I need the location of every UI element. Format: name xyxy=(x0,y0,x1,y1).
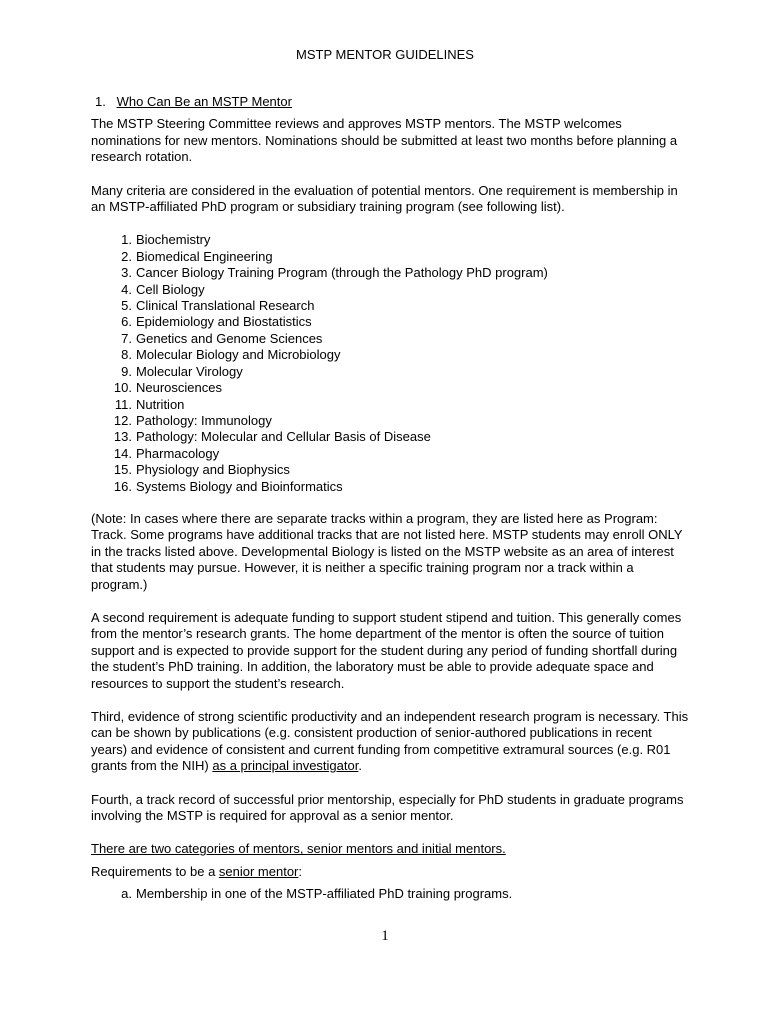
program-number: 16 . xyxy=(91,479,136,495)
program-item xyxy=(91,397,691,413)
program-number: 13 . xyxy=(91,429,136,445)
note-paragraph: (Note: In cases where there are separate tracks within a program, they are listed here as Program: Track. Some programs have additional tracks that are not listed here. MSTP students may enroll ONLY in the tracks listed above. Developmental Biology is listed on the MSTP website as an area of interest that students may pursue. However, it is neither a specific training program nor a track within a program.) xyxy=(91,510,683,592)
program-number: 9 . xyxy=(91,364,136,380)
program-item xyxy=(91,331,691,347)
senior-requirements-list xyxy=(91,886,691,902)
productivity-text: Third, evidence of strong scientific productivity and an independent research program is necessary. This can be shown by publications (e.g. consistent production of senior-authored publications in recent years) and evidence of consistent and current funding from competitive extramural sources (e.g. R01 grants from the NIH) xyxy=(91,709,689,774)
program-item xyxy=(91,462,691,478)
mentor-categories: There are two categories of mentors, senior mentors and initial mentors. xyxy=(91,841,506,857)
requirement-letter: a. xyxy=(121,886,132,902)
page-title: MSTP MENTOR GUIDELINES xyxy=(296,47,474,62)
section-number: 1. xyxy=(95,94,106,109)
program-name: Nutrition xyxy=(136,396,185,412)
intro-paragraph: The MSTP Steering Committee reviews and approves MSTP mentors. The MSTP welcomes nominations for new mentors. Nominations should be submitted at least two months before planning a research rotation. xyxy=(91,116,678,165)
program-name: Pathology: Immunology xyxy=(136,412,272,428)
program-name: Biomedical Engineering xyxy=(136,248,273,264)
senior-requirement-item xyxy=(91,886,691,902)
program-number: 7 . xyxy=(91,331,136,347)
program-name: Pharmacology xyxy=(136,445,220,461)
program-item xyxy=(91,479,691,495)
program-item xyxy=(91,298,691,314)
senior-mentor-term: senior mentor xyxy=(218,863,299,879)
principal-investigator-text: as a principal investigator xyxy=(212,758,359,774)
program-item xyxy=(91,446,691,462)
program-item xyxy=(91,282,691,298)
section-title: Who Can Be an MSTP Mentor xyxy=(116,94,292,109)
program-name: Physiology and Biophysics xyxy=(136,462,290,478)
mentorship-paragraph: Fourth, a track record of successful prior mentorship, especially for PhD students in graduate programs involving the MSTP is required for approval as a senior mentor. xyxy=(91,791,684,824)
program-item xyxy=(91,314,691,330)
program-list xyxy=(91,232,691,495)
program-item xyxy=(91,232,691,248)
requirements-suffix: : xyxy=(298,863,303,879)
program-name: Neurosciences xyxy=(136,380,222,396)
productivity-paragraph xyxy=(91,709,691,775)
document-body xyxy=(91,94,691,903)
program-number: 6 . xyxy=(91,314,136,330)
program-item xyxy=(91,265,691,281)
productivity-end: . xyxy=(358,758,362,774)
program-name: Clinical Translational Research xyxy=(136,298,315,314)
program-item xyxy=(91,380,691,396)
program-number: 11 . xyxy=(91,397,136,413)
program-item xyxy=(91,413,691,429)
program-number: 8 . xyxy=(91,347,136,363)
funding-paragraph: A second requirement is adequate funding to support student stipend and tuition. This generally comes from the mentor’s research grants. The home department of the mentor is often the source of tuition support and is expected to provide support for the student during any period of funding shortfall during the student’s PhD training. In addition, the laboratory must be able to provide adequate space and resources to support the student’s research. xyxy=(91,609,682,691)
program-item xyxy=(91,364,691,380)
program-name: Molecular Virology xyxy=(136,363,243,379)
program-number: 14 . xyxy=(91,446,136,462)
program-number: 10 . xyxy=(91,380,136,396)
program-name: Genetics and Genome Sciences xyxy=(136,330,323,346)
program-name: Pathology: Molecular and Cellular Basis of Disease xyxy=(136,429,431,445)
requirement-text: Membership in one of the MSTP-affiliated PhD training programs. xyxy=(136,886,513,902)
program-number: 3 . xyxy=(91,265,136,281)
program-name: Molecular Biology and Microbiology xyxy=(136,347,341,363)
program-number: 12 . xyxy=(91,413,136,429)
page-number: 1 xyxy=(381,928,389,944)
program-name: Systems Biology and Bioinformatics xyxy=(136,478,343,494)
program-name: Epidemiology and Biostatistics xyxy=(136,314,312,330)
program-number: 5 . xyxy=(91,298,136,314)
program-name: Biochemistry xyxy=(136,232,211,248)
criteria-paragraph: Many criteria are considered in the evaluation of potential mentors. One requirement is membership in an MSTP-affiliated PhD program or subsidiary training program (see following list). xyxy=(91,182,678,215)
program-name: Cancer Biology Training Program (through the Pathology PhD program) xyxy=(136,265,548,281)
program-number: 15 . xyxy=(91,462,136,478)
program-number: 2 . xyxy=(91,249,136,265)
requirements-prefix: Requirements to be a xyxy=(91,863,219,879)
program-item xyxy=(91,347,691,363)
senior-requirements-label xyxy=(91,864,691,880)
program-item xyxy=(91,429,691,445)
section-heading xyxy=(95,94,691,110)
program-name: Cell Biology xyxy=(136,281,205,297)
program-number: 1 . xyxy=(91,232,136,248)
program-number: 4 . xyxy=(91,282,136,298)
program-item xyxy=(91,249,691,265)
